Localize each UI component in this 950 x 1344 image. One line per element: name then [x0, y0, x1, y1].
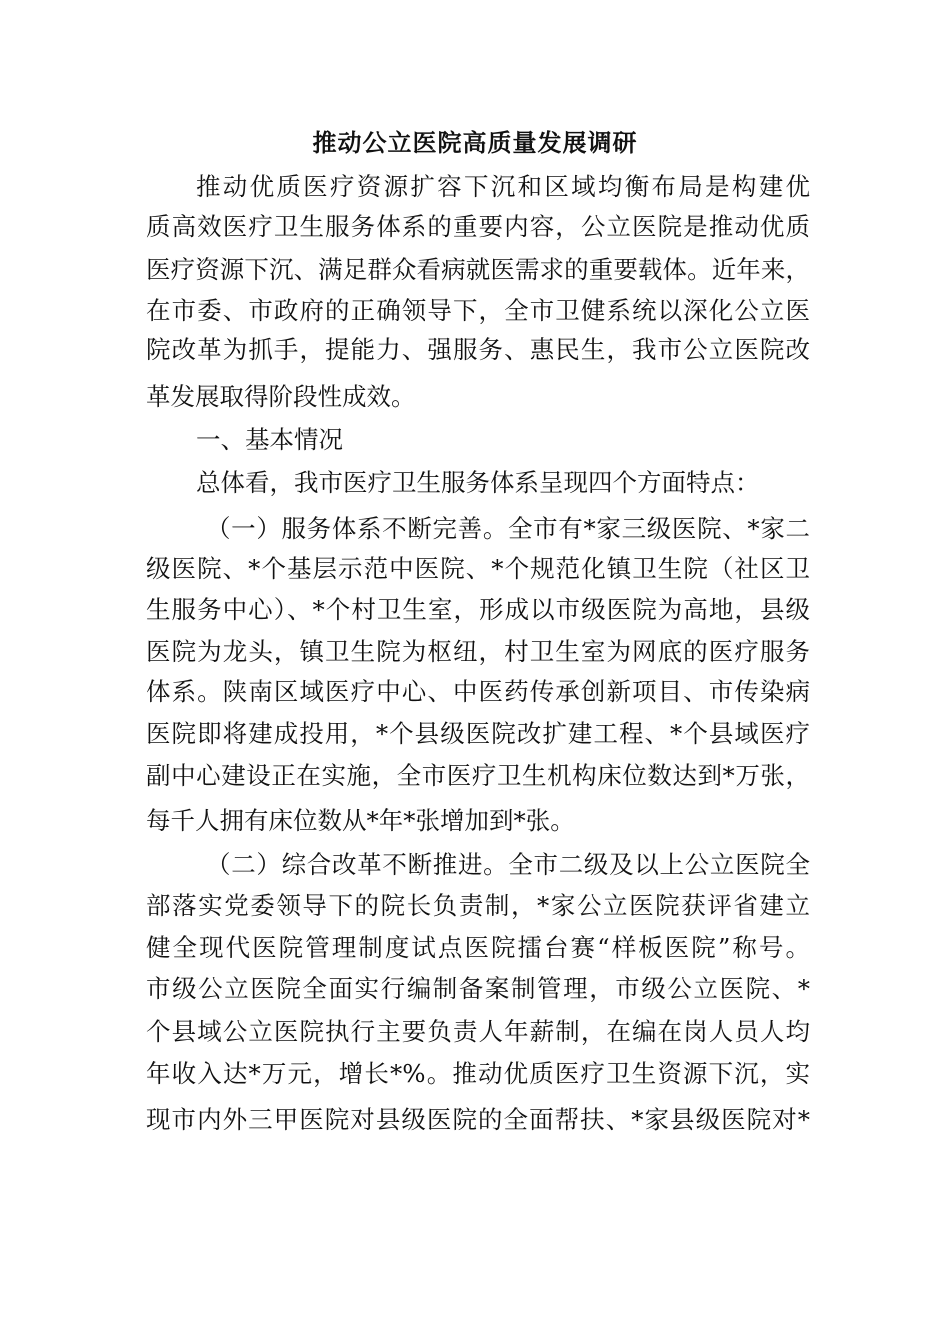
- document-title: 推动公立医院高质量发展调研: [312, 129, 638, 157]
- paragraph-line: 市级公立医院全面实行编制备案制管理，市级公立医院、*: [146, 974, 810, 1003]
- paragraph-line: 院改革为抓手，提能力、强服务、惠民生，我市公立医院改: [146, 335, 810, 364]
- paragraph-line: （二）综合改革不断推进。全市二级及以上公立医院全: [206, 850, 810, 879]
- paragraph-line: 健全现代医院管理制度试点医院擂台赛“样板医院”称号。: [146, 933, 810, 962]
- section-heading: 一、基本情况: [196, 425, 343, 454]
- paragraph-line: 副中心建设正在实施，全市医疗卫生机构床位数达到*万张，: [146, 761, 810, 790]
- paragraph-line: 现市内外三甲医院对县级医院的全面帮扶、*家县级医院对*: [146, 1105, 810, 1134]
- paragraph-line: 部落实党委领导下的院长负责制，*家公立医院获评省建立: [146, 891, 810, 920]
- paragraph-line: 个县域公立医院执行主要负责人年薪制，在编在岗人员人均: [146, 1017, 810, 1046]
- paragraph-line: 医院为龙头，镇卫生院为枢纽，村卫生室为网底的医疗服务: [146, 637, 810, 666]
- paragraph-line: 质高效医疗卫生服务体系的重要内容，公立医院是推动优质: [146, 212, 810, 241]
- paragraph-line: 医院即将建成投用，*个县级医院改扩建工程、*个县域医疗: [146, 719, 810, 748]
- paragraph-line: 体系。陕南区域医疗中心、中医药传承创新项目、市传染病: [146, 677, 810, 706]
- paragraph-line: 总体看，我市医疗卫生服务体系呈现四个方面特点：: [196, 468, 760, 497]
- paragraph-line: 推动优质医疗资源扩容下沉和区域均衡布局是构建优: [196, 172, 810, 201]
- paragraph-line: 革发展取得阶段性成效。: [146, 382, 416, 411]
- paragraph-line: 在市委、市政府的正确领导下，全市卫健系统以深化公立医: [146, 296, 810, 325]
- paragraph-line: 年收入达*万元，增长*%。推动优质医疗卫生资源下沉，实: [146, 1059, 810, 1088]
- paragraph-line: 医疗资源下沉、满足群众看病就医需求的重要载体。近年来，: [146, 255, 810, 284]
- paragraph-line: （一）服务体系不断完善。全市有*家三级医院、*家二: [206, 514, 810, 543]
- paragraph-line: 生服务中心）、*个村卫生室，形成以市级医院为高地，县级: [146, 595, 810, 624]
- paragraph-line: 每千人拥有床位数从*年*张增加到*张。: [146, 806, 575, 835]
- paragraph-line: 级医院、*个基层示范中医院、*个规范化镇卫生院（社区卫: [146, 554, 810, 583]
